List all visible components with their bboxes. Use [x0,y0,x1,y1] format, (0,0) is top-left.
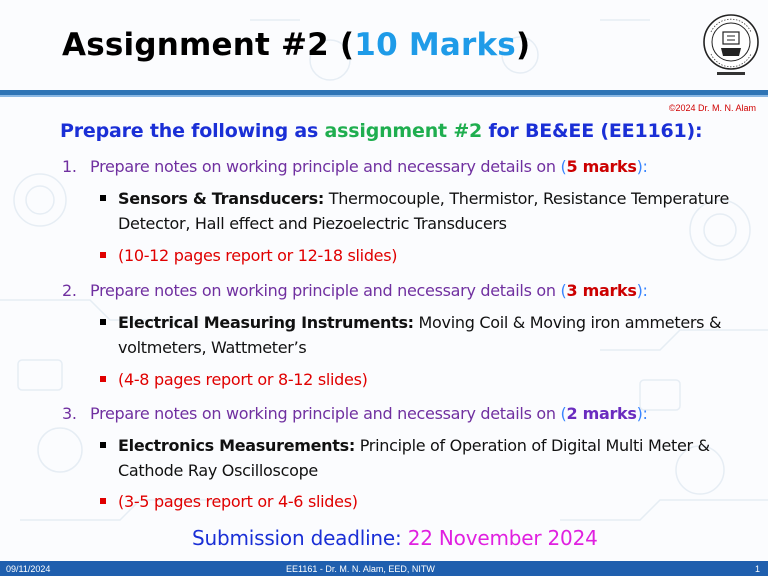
marks-value: 5 marks [566,157,637,176]
bullet-topic-1: Sensors & Transducers: Thermocouple, Thermistor, Resistance Temperature Detector, Hall effect and Piezoelectric Transducers [118,189,730,233]
bullet-topic-2: Electrical Measuring Instruments: Moving Coil & Moving iron ammeters & voltmeters, Wattmeter’s [118,313,722,357]
institute-seal-logo [701,10,761,84]
square-bullet-icon [100,376,106,382]
bullet-topic-3: Electronics Measurements: Principle of Operation of Digital Multi Meter & Cathode Ray Oscilloscope [118,436,710,480]
square-bullet-icon [100,498,106,504]
footer-page-number: 1 [754,564,760,574]
square-bullet-icon [100,252,106,258]
slide-footer [0,561,768,576]
numbered-item-2: 2. Prepare notes on working principle and necessary details on (3 marks): [62,281,648,300]
numbered-item-3: 3. Prepare notes on working principle and necessary details on (2 marks): [62,404,648,423]
length-note-2: (4-8 pages report or 8-12 slides) [118,370,368,389]
assignment-heading: Prepare the following as assignment #2 for BE&EE (EE1161): [60,120,703,142]
footer-course-info: EE1161 - Dr. M. N. Alam, EED, NITW [286,564,435,574]
square-bullet-icon [100,319,106,325]
deadline-date: 22 November 2024 [407,526,598,550]
length-note-3: (3-5 pages report or 4-6 slides) [118,492,358,511]
marks-value: 3 marks [566,281,637,300]
marks-value: 2 marks [566,404,637,423]
copyright-text: ©2024 Dr. M. N. Alam [668,103,756,113]
numbered-item-1: 1. Prepare notes on working principle and necessary details on (5 marks): [62,157,648,176]
slide-title: Assignment #2 (10 Marks) [62,27,531,63]
square-bullet-icon [100,195,106,201]
title-divider-light [0,95,768,97]
submission-deadline: Submission deadline: 22 November 2024 [192,526,598,550]
square-bullet-icon [100,442,106,448]
length-note-1: (10-12 pages report or 12-18 slides) [118,246,398,265]
footer-date: 09/11/2024 [6,564,51,574]
title-marks: 10 Marks [354,27,516,63]
